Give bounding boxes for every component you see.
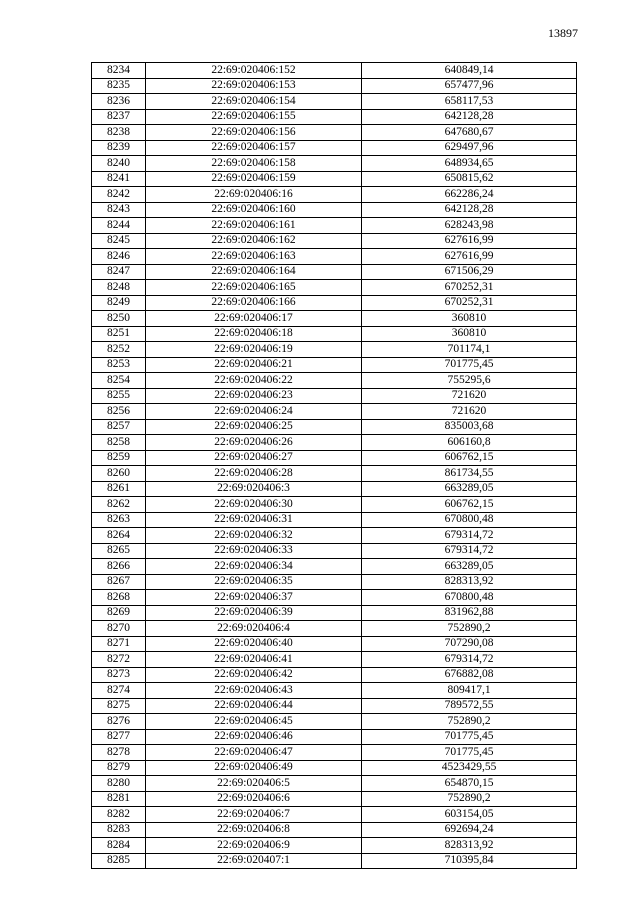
table-row: [92, 187, 577, 203]
cadastral-number-cell: 22:69:020406:153: [146, 78, 362, 94]
row-number-cell: 8262: [92, 497, 146, 513]
cadastral-value-cell: 710395,84: [362, 853, 577, 869]
row-number-cell: 8256: [92, 404, 146, 420]
row-number-cell: 8253: [92, 357, 146, 373]
cadastral-value-cell: 679314,72: [362, 543, 577, 559]
cadastral-value-cell: 752890,2: [362, 791, 577, 807]
cadastral-number-cell: 22:69:020406:22: [146, 373, 362, 389]
row-number-cell: 8250: [92, 311, 146, 327]
row-number-cell: 8239: [92, 140, 146, 156]
table-row: [92, 357, 577, 373]
row-number-cell: 8265: [92, 543, 146, 559]
row-number-cell: 8258: [92, 435, 146, 451]
row-number-cell: 8273: [92, 667, 146, 683]
cadastral-value-cell: 606160,8: [362, 435, 577, 451]
row-number-cell: 8284: [92, 838, 146, 854]
row-number-cell: 8275: [92, 698, 146, 714]
row-number-cell: 8261: [92, 481, 146, 497]
row-number-cell: 8241: [92, 171, 146, 187]
cadastral-number-cell: 22:69:020406:7: [146, 807, 362, 823]
row-number-cell: 8257: [92, 419, 146, 435]
table-row: [92, 698, 577, 714]
cadastral-number-cell: 22:69:020407:1: [146, 853, 362, 869]
cadastral-number-cell: 22:69:020406:160: [146, 202, 362, 218]
table-row: [92, 202, 577, 218]
table-row: [92, 125, 577, 141]
cadastral-number-cell: 22:69:020406:34: [146, 559, 362, 575]
cadastral-number-cell: 22:69:020406:33: [146, 543, 362, 559]
row-number-cell: 8267: [92, 574, 146, 590]
cadastral-value-cell: 657477,96: [362, 78, 577, 94]
table-row: [92, 233, 577, 249]
cadastral-number-cell: 22:69:020406:161: [146, 218, 362, 234]
cadastral-value-cell: 670800,48: [362, 512, 577, 528]
row-number-cell: 8277: [92, 729, 146, 745]
cadastral-number-cell: 22:69:020406:8: [146, 822, 362, 838]
row-number-cell: 8242: [92, 187, 146, 203]
row-number-cell: 8254: [92, 373, 146, 389]
table-row: [92, 481, 577, 497]
cadastral-number-cell: 22:69:020406:35: [146, 574, 362, 590]
cadastral-value-cell: 679314,72: [362, 528, 577, 544]
cadastral-value-cell: 640849,14: [362, 63, 577, 79]
cadastral-number-cell: 22:69:020406:154: [146, 94, 362, 110]
cadastral-value-cell: 701775,45: [362, 745, 577, 761]
cadastral-value-cell: 360810: [362, 326, 577, 342]
cadastral-number-cell: 22:69:020406:44: [146, 698, 362, 714]
table-row: [92, 156, 577, 172]
table-row: [92, 171, 577, 187]
row-number-cell: 8252: [92, 342, 146, 358]
cadastral-value-cell: 692694,24: [362, 822, 577, 838]
row-number-cell: 8243: [92, 202, 146, 218]
cadastral-value-cell: 670800,48: [362, 590, 577, 606]
cadastral-value-cell: 671506,29: [362, 264, 577, 280]
row-number-cell: 8280: [92, 776, 146, 792]
table-row: [92, 559, 577, 575]
cadastral-number-cell: 22:69:020406:37: [146, 590, 362, 606]
cadastral-number-cell: 22:69:020406:4: [146, 621, 362, 637]
cadastral-number-cell: 22:69:020406:3: [146, 481, 362, 497]
cadastral-number-cell: 22:69:020406:166: [146, 295, 362, 311]
table-row: [92, 776, 577, 792]
row-number-cell: 8237: [92, 109, 146, 125]
cadastral-number-cell: 22:69:020406:42: [146, 667, 362, 683]
table-row: [92, 853, 577, 869]
cadastral-number-cell: 22:69:020406:155: [146, 109, 362, 125]
row-number-cell: 8278: [92, 745, 146, 761]
cadastral-value-cell: 642128,28: [362, 109, 577, 125]
cadastral-value-cell: 360810: [362, 311, 577, 327]
table-row: [92, 264, 577, 280]
row-number-cell: 8283: [92, 822, 146, 838]
cadastral-number-cell: 22:69:020406:21: [146, 357, 362, 373]
cadastral-number-cell: 22:69:020406:165: [146, 280, 362, 296]
cadastral-number-cell: 22:69:020406:163: [146, 249, 362, 265]
cadastral-value-cell: 707290,08: [362, 636, 577, 652]
table-row: [92, 729, 577, 745]
table-row: [92, 109, 577, 125]
table-row: [92, 497, 577, 513]
cadastral-number-cell: 22:69:020406:31: [146, 512, 362, 528]
row-number-cell: 8282: [92, 807, 146, 823]
row-number-cell: 8281: [92, 791, 146, 807]
table-row: [92, 807, 577, 823]
cadastral-value-cell: 670252,31: [362, 295, 577, 311]
cadastral-number-cell: 22:69:020406:24: [146, 404, 362, 420]
table-row: [92, 791, 577, 807]
table-row: [92, 342, 577, 358]
row-number-cell: 8274: [92, 683, 146, 699]
row-number-cell: 8264: [92, 528, 146, 544]
cadastral-number-cell: 22:69:020406:32: [146, 528, 362, 544]
table-row: [92, 450, 577, 466]
cadastral-value-cell: 606762,15: [362, 450, 577, 466]
row-number-cell: 8246: [92, 249, 146, 265]
cadastral-number-cell: 22:69:020406:23: [146, 388, 362, 404]
table-row: [92, 419, 577, 435]
table-row: [92, 295, 577, 311]
row-number-cell: 8244: [92, 218, 146, 234]
cadastral-value-cell: 861734,55: [362, 466, 577, 482]
cadastral-number-cell: 22:69:020406:41: [146, 652, 362, 668]
row-number-cell: 8271: [92, 636, 146, 652]
cadastral-value-cell: 642128,28: [362, 202, 577, 218]
row-number-cell: 8236: [92, 94, 146, 110]
row-number-cell: 8269: [92, 605, 146, 621]
table-row: [92, 760, 577, 776]
table-row: [92, 605, 577, 621]
table-row: [92, 373, 577, 389]
page-number: 13897: [548, 26, 578, 40]
cadastral-value-cell: 4523429,55: [362, 760, 577, 776]
row-number-cell: 8260: [92, 466, 146, 482]
row-number-cell: 8238: [92, 125, 146, 141]
cadastral-number-cell: 22:69:020406:49: [146, 760, 362, 776]
row-number-cell: 8276: [92, 714, 146, 730]
cadastral-number-cell: 22:69:020406:17: [146, 311, 362, 327]
table-row: [92, 590, 577, 606]
cadastral-number-cell: 22:69:020406:26: [146, 435, 362, 451]
table-row: [92, 512, 577, 528]
cadastral-value-cell: 835003,68: [362, 419, 577, 435]
cadastral-value-cell: 648934,65: [362, 156, 577, 172]
cadastral-number-cell: 22:69:020406:157: [146, 140, 362, 156]
table-row: [92, 714, 577, 730]
cadastral-number-cell: 22:69:020406:30: [146, 497, 362, 513]
row-number-cell: 8235: [92, 78, 146, 94]
table-row: [92, 745, 577, 761]
cadastral-value-cell: 701775,45: [362, 357, 577, 373]
cadastral-number-cell: 22:69:020406:39: [146, 605, 362, 621]
cadastral-number-cell: 22:69:020406:46: [146, 729, 362, 745]
row-number-cell: 8255: [92, 388, 146, 404]
cadastral-number-cell: 22:69:020406:28: [146, 466, 362, 482]
table-row: [92, 435, 577, 451]
cadastral-value-cell: 658117,53: [362, 94, 577, 110]
cadastral-value-cell: 662286,24: [362, 187, 577, 203]
row-number-cell: 8247: [92, 264, 146, 280]
cadastral-number-cell: 22:69:020406:40: [146, 636, 362, 652]
table-row: [92, 652, 577, 668]
cadastral-value-cell: 752890,2: [362, 621, 577, 637]
table-row: [92, 218, 577, 234]
cadastral-value-cell: 627616,99: [362, 249, 577, 265]
row-number-cell: 8259: [92, 450, 146, 466]
row-number-cell: 8263: [92, 512, 146, 528]
cadastral-value-table: [91, 62, 577, 869]
cadastral-value-cell: 701174,1: [362, 342, 577, 358]
cadastral-number-cell: 22:69:020406:19: [146, 342, 362, 358]
cadastral-number-cell: 22:69:020406:18: [146, 326, 362, 342]
table-row: [92, 63, 577, 79]
row-number-cell: 8248: [92, 280, 146, 296]
table-row: [92, 280, 577, 296]
table-row: [92, 621, 577, 637]
cadastral-number-cell: 22:69:020406:156: [146, 125, 362, 141]
table-row: [92, 838, 577, 854]
cadastral-value-cell: 629497,96: [362, 140, 577, 156]
cadastral-number-cell: 22:69:020406:159: [146, 171, 362, 187]
cadastral-number-cell: 22:69:020406:27: [146, 450, 362, 466]
row-number-cell: 8270: [92, 621, 146, 637]
cadastral-value-cell: 755295,6: [362, 373, 577, 389]
table-row: [92, 78, 577, 94]
table-row: [92, 683, 577, 699]
cadastral-value-cell: 663289,05: [362, 481, 577, 497]
cadastral-value-cell: 828313,92: [362, 574, 577, 590]
table-row: [92, 249, 577, 265]
cadastral-value-cell: 721620: [362, 404, 577, 420]
table-row: [92, 140, 577, 156]
cadastral-value-cell: 701775,45: [362, 729, 577, 745]
table-row: [92, 326, 577, 342]
cadastral-value-cell: 789572,55: [362, 698, 577, 714]
table-row: [92, 667, 577, 683]
cadastral-number-cell: 22:69:020406:16: [146, 187, 362, 203]
cadastral-value-cell: 828313,92: [362, 838, 577, 854]
cadastral-value-cell: 670252,31: [362, 280, 577, 296]
cadastral-number-cell: 22:69:020406:25: [146, 419, 362, 435]
cadastral-number-cell: 22:69:020406:43: [146, 683, 362, 699]
cadastral-value-cell: 721620: [362, 388, 577, 404]
row-number-cell: 8279: [92, 760, 146, 776]
cadastral-number-cell: 22:69:020406:162: [146, 233, 362, 249]
table-row: [92, 822, 577, 838]
table-row: [92, 543, 577, 559]
row-number-cell: 8285: [92, 853, 146, 869]
row-number-cell: 8240: [92, 156, 146, 172]
table-body: [92, 63, 577, 869]
table-row: [92, 94, 577, 110]
row-number-cell: 8268: [92, 590, 146, 606]
cadastral-number-cell: 22:69:020406:47: [146, 745, 362, 761]
cadastral-value-cell: 676882,08: [362, 667, 577, 683]
cadastral-value-cell: 831962,88: [362, 605, 577, 621]
cadastral-number-cell: 22:69:020406:5: [146, 776, 362, 792]
cadastral-number-cell: 22:69:020406:9: [146, 838, 362, 854]
row-number-cell: 8245: [92, 233, 146, 249]
cadastral-value-cell: 654870,15: [362, 776, 577, 792]
cadastral-value-cell: 650815,62: [362, 171, 577, 187]
table-row: [92, 528, 577, 544]
table-row: [92, 466, 577, 482]
table-row: [92, 311, 577, 327]
cadastral-number-cell: 22:69:020406:6: [146, 791, 362, 807]
cadastral-value-cell: 606762,15: [362, 497, 577, 513]
row-number-cell: 8272: [92, 652, 146, 668]
cadastral-value-cell: 627616,99: [362, 233, 577, 249]
cadastral-value-cell: 679314,72: [362, 652, 577, 668]
cadastral-number-cell: 22:69:020406:152: [146, 63, 362, 79]
cadastral-value-cell: 809417,1: [362, 683, 577, 699]
table-row: [92, 404, 577, 420]
cadastral-value-cell: 628243,98: [362, 218, 577, 234]
row-number-cell: 8249: [92, 295, 146, 311]
table-row: [92, 636, 577, 652]
row-number-cell: 8251: [92, 326, 146, 342]
cadastral-number-cell: 22:69:020406:164: [146, 264, 362, 280]
row-number-cell: 8266: [92, 559, 146, 575]
row-number-cell: 8234: [92, 63, 146, 79]
cadastral-number-cell: 22:69:020406:158: [146, 156, 362, 172]
cadastral-value-cell: 752890,2: [362, 714, 577, 730]
table-row: [92, 574, 577, 590]
table-row: [92, 388, 577, 404]
cadastral-value-cell: 603154,05: [362, 807, 577, 823]
cadastral-value-cell: 663289,05: [362, 559, 577, 575]
cadastral-number-cell: 22:69:020406:45: [146, 714, 362, 730]
cadastral-value-cell: 647680,67: [362, 125, 577, 141]
